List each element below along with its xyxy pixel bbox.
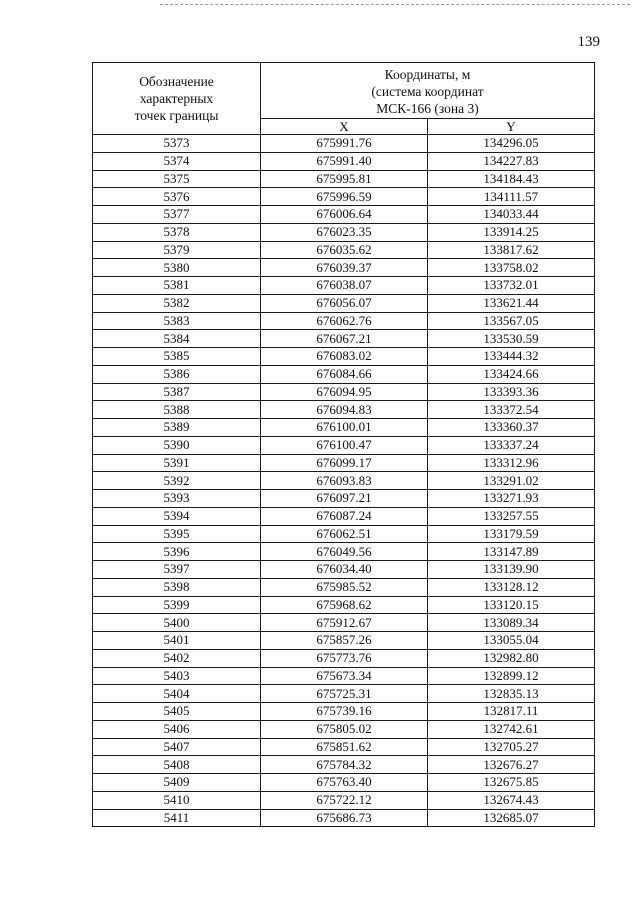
x-coordinate-cell: 676100.01 — [261, 419, 428, 437]
x-coordinate-cell: 675686.73 — [261, 809, 428, 827]
table-row — [93, 472, 595, 490]
y-coordinate-cell: 133393.36 — [428, 383, 595, 401]
table-row — [93, 401, 595, 419]
table-row — [93, 454, 595, 472]
x-coordinate-cell: 676062.76 — [261, 312, 428, 330]
y-coordinate-cell: 133424.66 — [428, 365, 595, 383]
table-row — [93, 596, 595, 614]
y-coordinate-cell: 134033.44 — [428, 206, 595, 224]
point-id-cell: 5404 — [93, 685, 261, 703]
x-coordinate-cell: 676097.21 — [261, 490, 428, 508]
point-id-cell: 5376 — [93, 188, 261, 206]
table-row — [93, 685, 595, 703]
point-id-cell: 5411 — [93, 809, 261, 827]
table-row — [93, 791, 595, 809]
table-row — [93, 170, 595, 188]
page-number: 139 — [577, 34, 600, 50]
x-coordinate-cell: 675784.32 — [261, 756, 428, 774]
x-coordinate-cell: 676083.02 — [261, 348, 428, 366]
point-id-cell: 5382 — [93, 294, 261, 312]
x-coordinate-cell: 675991.76 — [261, 135, 428, 153]
point-id-cell: 5379 — [93, 241, 261, 259]
table-row — [93, 507, 595, 525]
table-row — [93, 152, 595, 170]
x-coordinate-cell: 675995.81 — [261, 170, 428, 188]
point-id-cell: 5400 — [93, 614, 261, 632]
y-coordinate-cell: 132835.13 — [428, 685, 595, 703]
y-coordinate-cell: 134111.57 — [428, 188, 595, 206]
y-coordinate-cell: 132982.80 — [428, 649, 595, 667]
x-coordinate-cell: 676023.35 — [261, 223, 428, 241]
x-coordinate-cell: 676099.17 — [261, 454, 428, 472]
table-row — [93, 135, 595, 153]
x-coordinate-cell: 676006.64 — [261, 206, 428, 224]
x-coordinate-cell: 676038.07 — [261, 277, 428, 295]
point-id-cell: 5390 — [93, 436, 261, 454]
y-coordinate-cell: 132674.43 — [428, 791, 595, 809]
table-row — [93, 561, 595, 579]
y-coordinate-cell: 134184.43 — [428, 170, 595, 188]
coordinates-table — [92, 62, 595, 827]
y-coordinate-cell: 133271.93 — [428, 490, 595, 508]
point-id-cell: 5381 — [93, 277, 261, 295]
point-id-cell: 5403 — [93, 667, 261, 685]
y-coordinate-cell: 133732.01 — [428, 277, 595, 295]
y-coordinate-cell: 132675.85 — [428, 774, 595, 792]
header-coordinates-text: Координаты, м (система координат МСК-166 (зона 3) — [371, 67, 484, 116]
y-coordinate-cell: 133758.02 — [428, 259, 595, 277]
x-coordinate-cell: 676100.47 — [261, 436, 428, 454]
x-coordinate-cell: 675763.40 — [261, 774, 428, 792]
table-row — [93, 774, 595, 792]
x-coordinate-cell: 675968.62 — [261, 596, 428, 614]
table-row — [93, 223, 595, 241]
table-row — [93, 365, 595, 383]
table-row — [93, 703, 595, 721]
y-coordinate-cell: 132676.27 — [428, 756, 595, 774]
table-row — [93, 667, 595, 685]
table-row — [93, 738, 595, 756]
x-coordinate-cell: 676056.07 — [261, 294, 428, 312]
top-scan-rule — [160, 4, 630, 5]
table-row — [93, 436, 595, 454]
table-row — [93, 348, 595, 366]
y-coordinate-cell: 133179.59 — [428, 525, 595, 543]
y-coordinate-cell: 133089.34 — [428, 614, 595, 632]
table-row — [93, 809, 595, 827]
table-row — [93, 419, 595, 437]
point-id-cell: 5391 — [93, 454, 261, 472]
point-id-cell: 5383 — [93, 312, 261, 330]
table-row — [93, 632, 595, 650]
point-id-cell: 5389 — [93, 419, 261, 437]
x-coordinate-cell: 675851.62 — [261, 738, 428, 756]
point-id-cell: 5393 — [93, 490, 261, 508]
point-id-cell: 5388 — [93, 401, 261, 419]
table-row — [93, 756, 595, 774]
table-row — [93, 294, 595, 312]
point-id-cell: 5378 — [93, 223, 261, 241]
x-coordinate-cell: 676067.21 — [261, 330, 428, 348]
x-coordinate-cell: 675673.34 — [261, 667, 428, 685]
x-coordinate-cell: 676034.40 — [261, 561, 428, 579]
y-coordinate-cell: 133914.25 — [428, 223, 595, 241]
point-id-cell: 5386 — [93, 365, 261, 383]
point-id-cell: 5401 — [93, 632, 261, 650]
point-id-cell: 5377 — [93, 206, 261, 224]
x-coordinate-cell: 675725.31 — [261, 685, 428, 703]
point-id-cell: 5402 — [93, 649, 261, 667]
header-point-designation-text: Обозначение характерных точек границы — [134, 74, 219, 123]
point-id-cell: 5397 — [93, 561, 261, 579]
header-point-designation — [93, 63, 261, 135]
point-id-cell: 5385 — [93, 348, 261, 366]
point-id-cell: 5396 — [93, 543, 261, 561]
x-coordinate-cell: 675985.52 — [261, 578, 428, 596]
point-id-cell: 5394 — [93, 507, 261, 525]
y-coordinate-cell: 132899.12 — [428, 667, 595, 685]
table-row — [93, 241, 595, 259]
x-coordinate-cell: 675773.76 — [261, 649, 428, 667]
y-coordinate-cell: 133128.12 — [428, 578, 595, 596]
x-coordinate-cell: 675912.67 — [261, 614, 428, 632]
x-coordinate-cell: 676062.51 — [261, 525, 428, 543]
y-coordinate-cell: 133444.32 — [428, 348, 595, 366]
table-row — [93, 188, 595, 206]
y-coordinate-cell: 133257.55 — [428, 507, 595, 525]
x-coordinate-cell: 676035.62 — [261, 241, 428, 259]
table-row — [93, 330, 595, 348]
y-coordinate-cell: 132742.61 — [428, 720, 595, 738]
x-coordinate-cell: 676094.83 — [261, 401, 428, 419]
y-coordinate-cell: 133567.05 — [428, 312, 595, 330]
y-coordinate-cell: 133055.04 — [428, 632, 595, 650]
point-id-cell: 5380 — [93, 259, 261, 277]
x-coordinate-cell: 675991.40 — [261, 152, 428, 170]
point-id-cell: 5387 — [93, 383, 261, 401]
table-row — [93, 383, 595, 401]
x-coordinate-cell: 676087.24 — [261, 507, 428, 525]
y-coordinate-cell: 132685.07 — [428, 809, 595, 827]
point-id-cell: 5409 — [93, 774, 261, 792]
table-row — [93, 277, 595, 295]
x-coordinate-cell: 676094.95 — [261, 383, 428, 401]
point-id-cell: 5392 — [93, 472, 261, 490]
x-coordinate-cell: 676093.83 — [261, 472, 428, 490]
x-coordinate-cell: 675739.16 — [261, 703, 428, 721]
y-coordinate-cell: 133337.24 — [428, 436, 595, 454]
table-row — [93, 525, 595, 543]
header-x: X — [261, 119, 428, 135]
x-coordinate-cell: 675722.12 — [261, 791, 428, 809]
y-coordinate-cell: 133120.15 — [428, 596, 595, 614]
point-id-cell: 5399 — [93, 596, 261, 614]
y-coordinate-cell: 133372.54 — [428, 401, 595, 419]
table-row — [93, 720, 595, 738]
point-id-cell: 5408 — [93, 756, 261, 774]
y-coordinate-cell: 132705.27 — [428, 738, 595, 756]
table-body — [93, 135, 595, 827]
point-id-cell: 5374 — [93, 152, 261, 170]
table-row — [93, 578, 595, 596]
y-coordinate-cell: 133817.62 — [428, 241, 595, 259]
y-coordinate-cell: 133360.37 — [428, 419, 595, 437]
y-coordinate-cell: 134296.05 — [428, 135, 595, 153]
header-y: Y — [428, 119, 595, 135]
x-coordinate-cell: 675996.59 — [261, 188, 428, 206]
point-id-cell: 5410 — [93, 791, 261, 809]
y-coordinate-cell: 133312.96 — [428, 454, 595, 472]
table-row — [93, 649, 595, 667]
header-coordinates — [261, 63, 595, 119]
x-coordinate-cell: 676049.56 — [261, 543, 428, 561]
y-coordinate-cell: 133139.90 — [428, 561, 595, 579]
point-id-cell: 5398 — [93, 578, 261, 596]
y-coordinate-cell: 133530.59 — [428, 330, 595, 348]
table-row — [93, 312, 595, 330]
y-coordinate-cell: 133291.02 — [428, 472, 595, 490]
x-coordinate-cell: 675857.26 — [261, 632, 428, 650]
y-coordinate-cell: 133621.44 — [428, 294, 595, 312]
y-coordinate-cell: 132817.11 — [428, 703, 595, 721]
point-id-cell: 5406 — [93, 720, 261, 738]
x-coordinate-cell: 676084.66 — [261, 365, 428, 383]
table-row — [93, 543, 595, 561]
point-id-cell: 5405 — [93, 703, 261, 721]
x-coordinate-cell: 676039.37 — [261, 259, 428, 277]
point-id-cell: 5373 — [93, 135, 261, 153]
table-row — [93, 206, 595, 224]
point-id-cell: 5375 — [93, 170, 261, 188]
y-coordinate-cell: 134227.83 — [428, 152, 595, 170]
x-coordinate-cell: 675805.02 — [261, 720, 428, 738]
table-row — [93, 614, 595, 632]
point-id-cell: 5395 — [93, 525, 261, 543]
y-coordinate-cell: 133147.89 — [428, 543, 595, 561]
point-id-cell: 5384 — [93, 330, 261, 348]
point-id-cell: 5407 — [93, 738, 261, 756]
table-row — [93, 490, 595, 508]
table-header — [93, 63, 595, 135]
table-row — [93, 259, 595, 277]
